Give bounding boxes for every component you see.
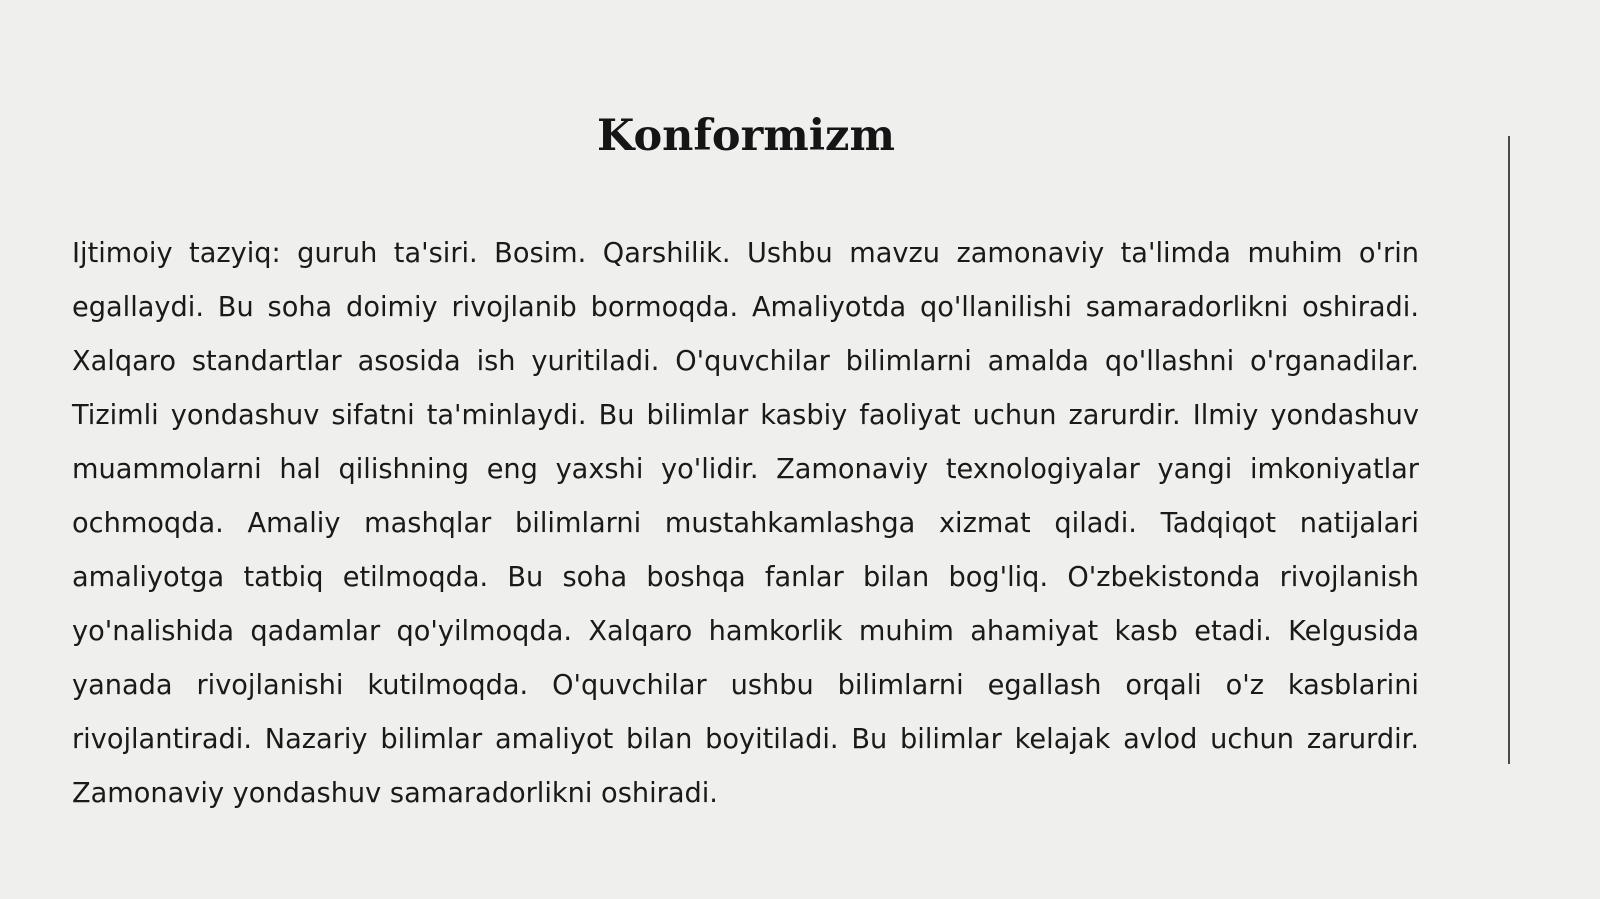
- slide-body-text: Ijtimoiy tazyiq: guruh ta'siri. Bosim. Qarshilik. Ushbu mavzu zamonaviy ta'limda muhim o'rin egallaydi. Bu soha doimiy rivojlanib bormoqda. Amaliyotda qo'llanilishi samaradorlikni oshiradi. Xalqaro standartlar asosida ish yuritiladi. O'quvchilar bilimlarni amalda qo'llashni o'rganadilar. Tizimli yondashuv sifatni ta'minlaydi. Bu bilimlar kasbiy faoliyat uchun zarurdir. Ilmiy yondashuv muammolarni hal qilishning eng yaxshi yo'lidir. Zamonaviy texnologiyalar yangi imkoniyatlar ochmoqda. Amaliy mashqlar bilimlarni mustahkamlashga xizmat qiladi. Tadqiqot natijalari amaliyotga tatbiq etilmoqda. Bu soha boshqa fanlar bilan bog'liq. O'zbekistonda rivojlanish yo'nalishida qadamlar qo'yilmoqda. Xalqaro hamkorlik muhim ahamiyat kasb etadi. Kelgusida yanada rivojlanishi kutilmoqda. O'quvchilar ushbu bilimlarni egallash orqali o'z kasblarini rivojlantiradi. Nazariy bilimlar amaliyot bilan boyitiladi. Bu bilimlar kelajak avlod uchun zarurdir. Zamonaviy yondashuv samaradorlikni oshiradi.: [72, 238, 1419, 809]
- vertical-divider: [1508, 136, 1510, 764]
- slide-title: Konformizm: [597, 111, 895, 161]
